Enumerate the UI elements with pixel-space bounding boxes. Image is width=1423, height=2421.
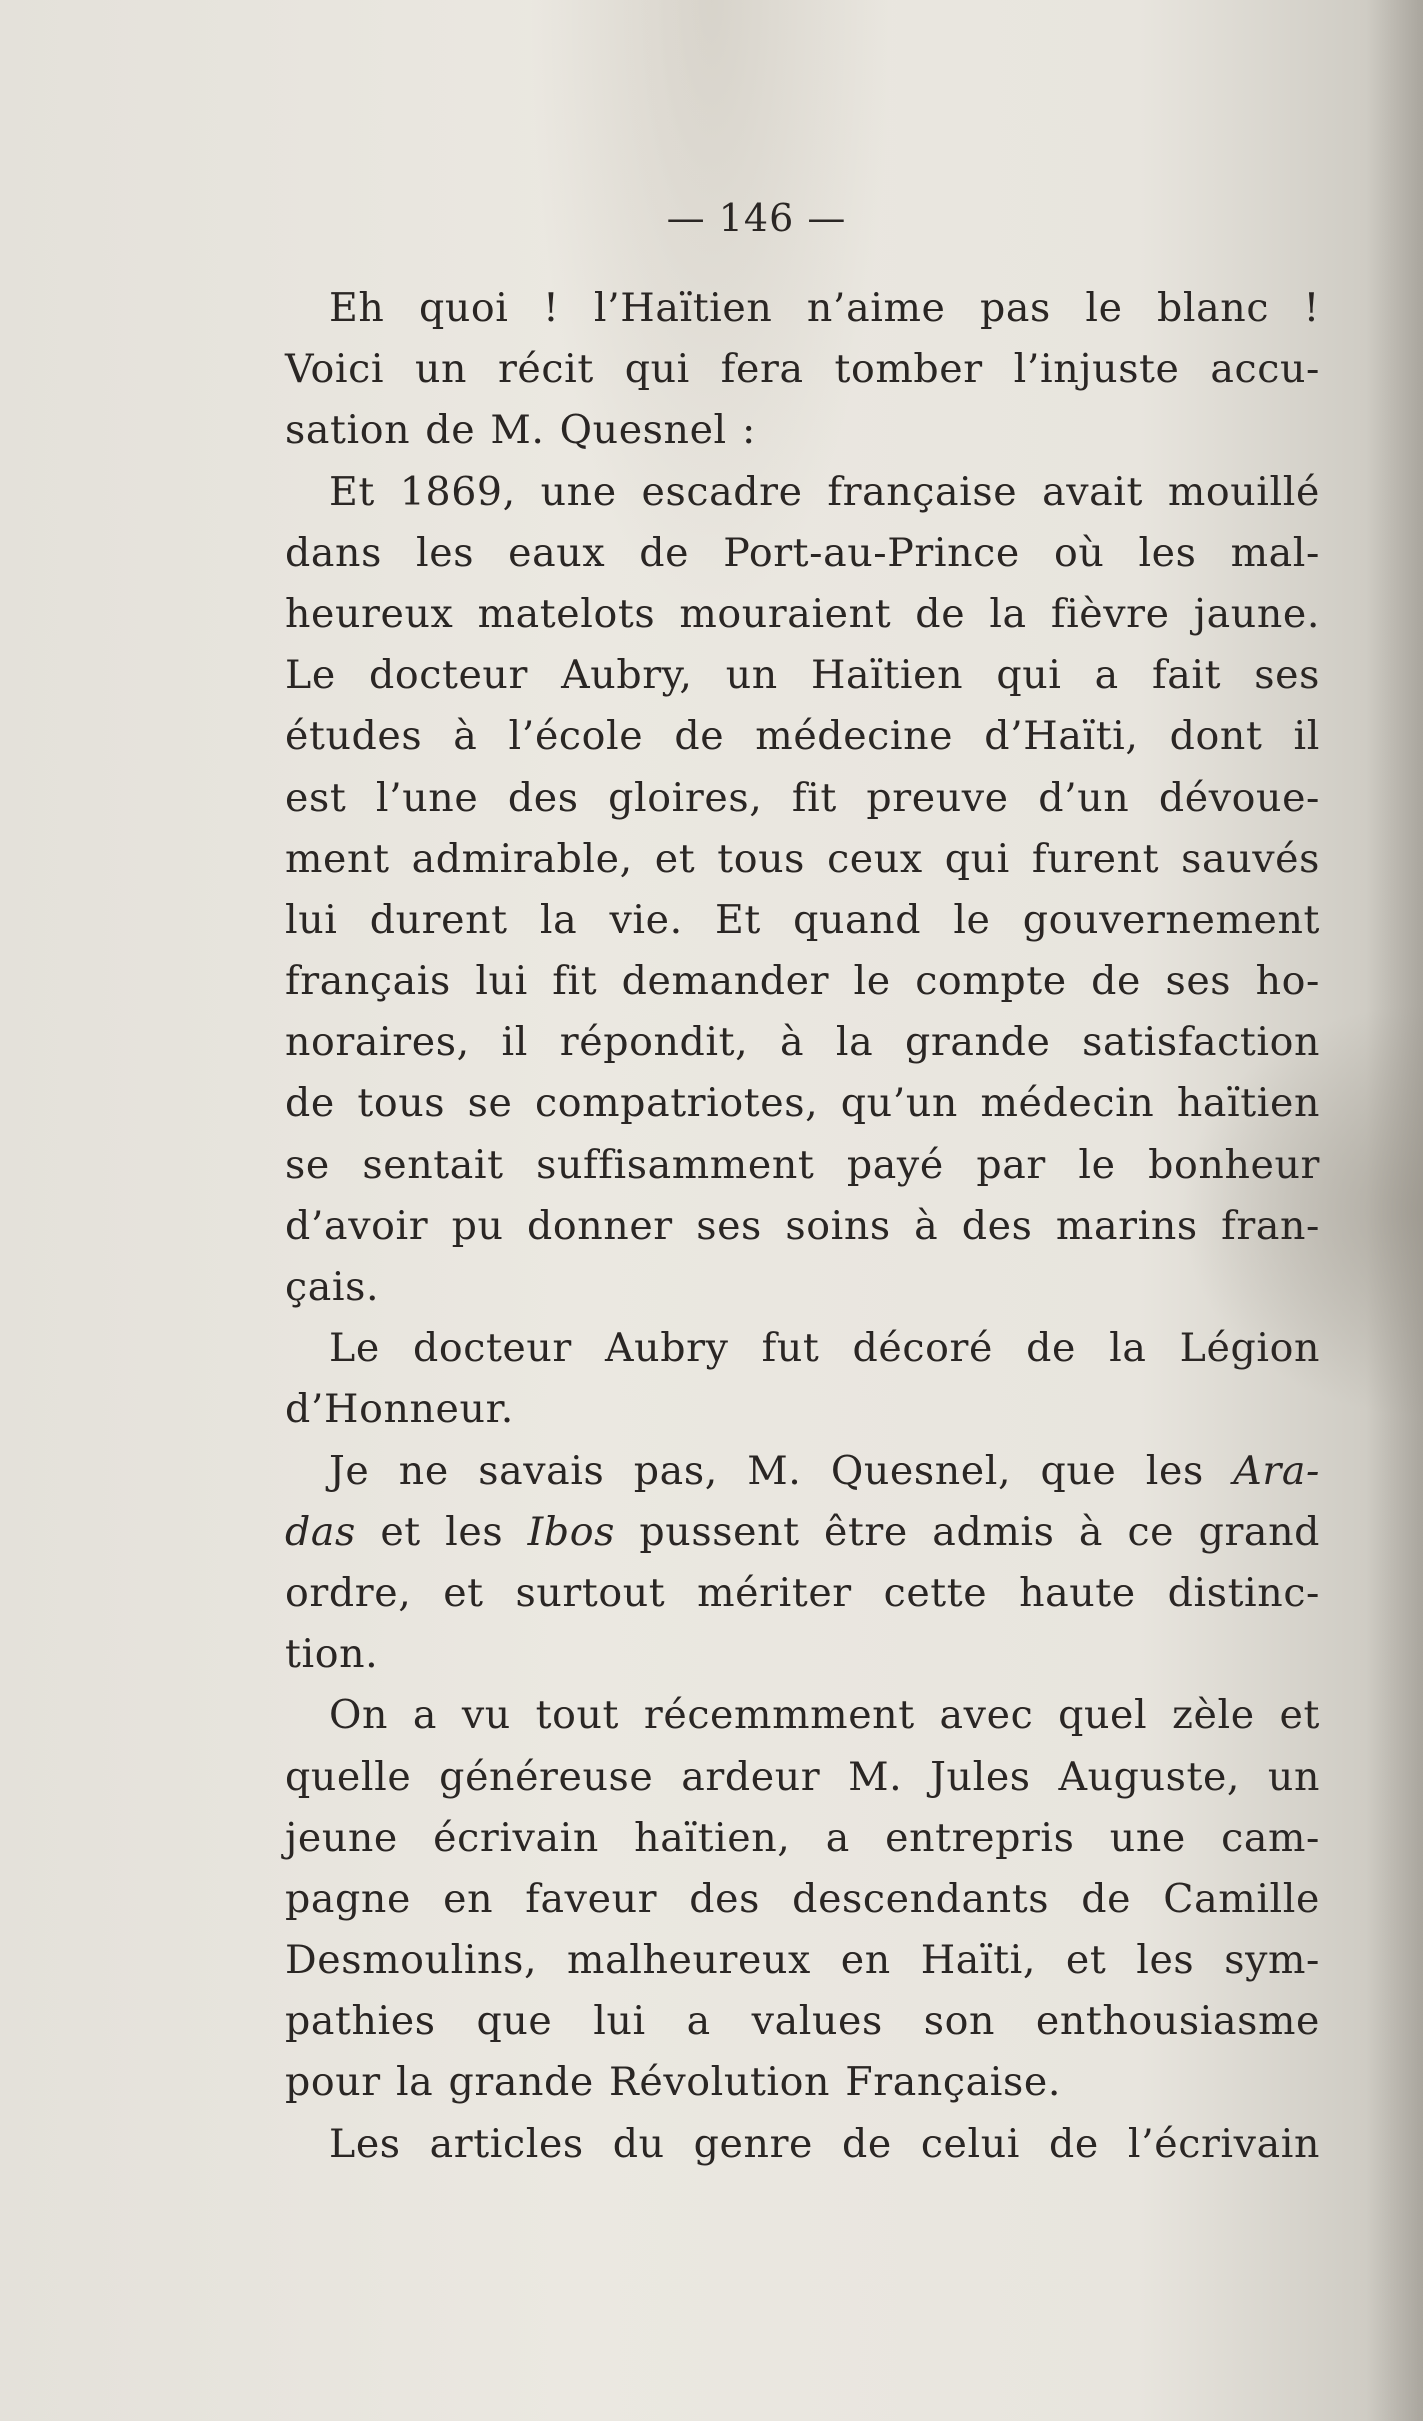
text-line	[285, 339, 1320, 400]
text-line	[285, 829, 1320, 890]
text-line	[285, 706, 1320, 767]
text-line	[285, 584, 1320, 645]
line-text: Desmoulins, malheureux en Haïti, et les sym-	[285, 1937, 1320, 1984]
line-text: lui durent la vie. Et quand le gouvernement	[285, 896, 1320, 943]
line-text: Voici un récit qui fera tomber l’injuste accu-	[285, 346, 1320, 393]
text-line	[285, 1012, 1320, 1073]
line-text: ment admirable, et tous ceux qui furent sauvés	[285, 835, 1320, 882]
text-line	[285, 951, 1320, 1012]
line-text: ordre, et surtout mériter cette haute distinc-	[285, 1569, 1320, 1616]
text-line	[285, 1135, 1320, 1196]
line-text: Eh quoi ! l’Haïtien n’aime pas le blanc !	[329, 285, 1320, 331]
body-text	[285, 278, 1320, 2175]
page-number: — 146 —	[666, 196, 847, 240]
italic-word: Ara-	[1233, 1447, 1320, 1494]
line-text: çais.	[285, 1264, 380, 1310]
text-line	[285, 2114, 1320, 2175]
text-line	[285, 1991, 1320, 2052]
text-line	[285, 1624, 1320, 1685]
text-line	[285, 400, 1320, 461]
text-line	[285, 1196, 1320, 1257]
text-line	[285, 1563, 1320, 1624]
text-line	[285, 1379, 1320, 1440]
line-text: et les	[355, 1508, 528, 1555]
line-text: heureux matelots mouraient de la fièvre jaune.	[285, 590, 1320, 637]
line-text: de tous se compatriotes, qu’un médecin haïtien	[285, 1080, 1320, 1127]
text-line	[285, 278, 1320, 339]
line-text: pussent être admis à ce grand	[615, 1508, 1321, 1555]
text-line	[285, 1318, 1320, 1379]
text-line	[285, 645, 1320, 706]
line-text: tion.	[285, 1631, 379, 1678]
text-line	[285, 2052, 1320, 2113]
line-text: Le docteur Aubry fut décoré de la Légion	[329, 1325, 1320, 1372]
line-text: d’avoir pu donner ses soins à des marins fran-	[285, 1202, 1320, 1249]
line-text: pagne en faveur des descendants de Camille	[285, 1875, 1320, 1922]
text-line	[285, 1257, 1320, 1318]
text-line	[285, 1930, 1320, 1991]
line-text: pathies que lui a values son enthousiasme	[285, 1998, 1320, 2045]
text-line	[285, 890, 1320, 951]
line-text: études à l’école de médecine d’Haïti, dont il	[285, 713, 1320, 760]
line-text: dans les eaux de Port-au-Prince où les mal-	[285, 529, 1320, 576]
text-line	[285, 1073, 1320, 1134]
text-line	[285, 1502, 1320, 1563]
line-text: noraires, il répondit, à la grande satisfaction	[285, 1019, 1320, 1066]
text-line	[285, 1869, 1320, 1930]
line-text: pour la grande Révolution Française.	[285, 2059, 1062, 2106]
italic-word: das	[285, 1508, 356, 1555]
line-text: français lui fit demander le compte de ses ho-	[285, 958, 1320, 1005]
line-text: Et 1869, une escadre française avait mouillé	[329, 468, 1320, 515]
text-line	[285, 1747, 1320, 1808]
text-line	[285, 462, 1320, 523]
line-text: On a vu tout récemmment avec quel zèle et	[329, 1692, 1320, 1739]
line-text: se sentait suffisamment payé par le bonheur	[285, 1141, 1320, 1188]
line-text: sation de M. Quesnel :	[285, 407, 756, 454]
text-line	[285, 1441, 1320, 1502]
italic-word: Ibos	[527, 1508, 616, 1555]
text-line	[285, 523, 1320, 584]
text-line	[285, 1685, 1320, 1746]
line-text: est l’une des gloires, fit preuve d’un dévoue-	[285, 774, 1320, 821]
line-text: Je ne savais pas, M. Quesnel, que les	[329, 1447, 1234, 1494]
text-line	[285, 1808, 1320, 1869]
line-text: d’Honneur.	[285, 1386, 514, 1433]
text-line	[285, 768, 1320, 829]
line-text: quelle généreuse ardeur M. Jules Auguste, un	[285, 1753, 1320, 1800]
line-text: jeune écrivain haïtien, a entrepris une cam-	[285, 1814, 1320, 1861]
line-text: Le docteur Aubry, un Haïtien qui a fait ses	[285, 652, 1320, 699]
line-text: Les articles du genre de celui de l’écrivain	[329, 2120, 1320, 2167]
